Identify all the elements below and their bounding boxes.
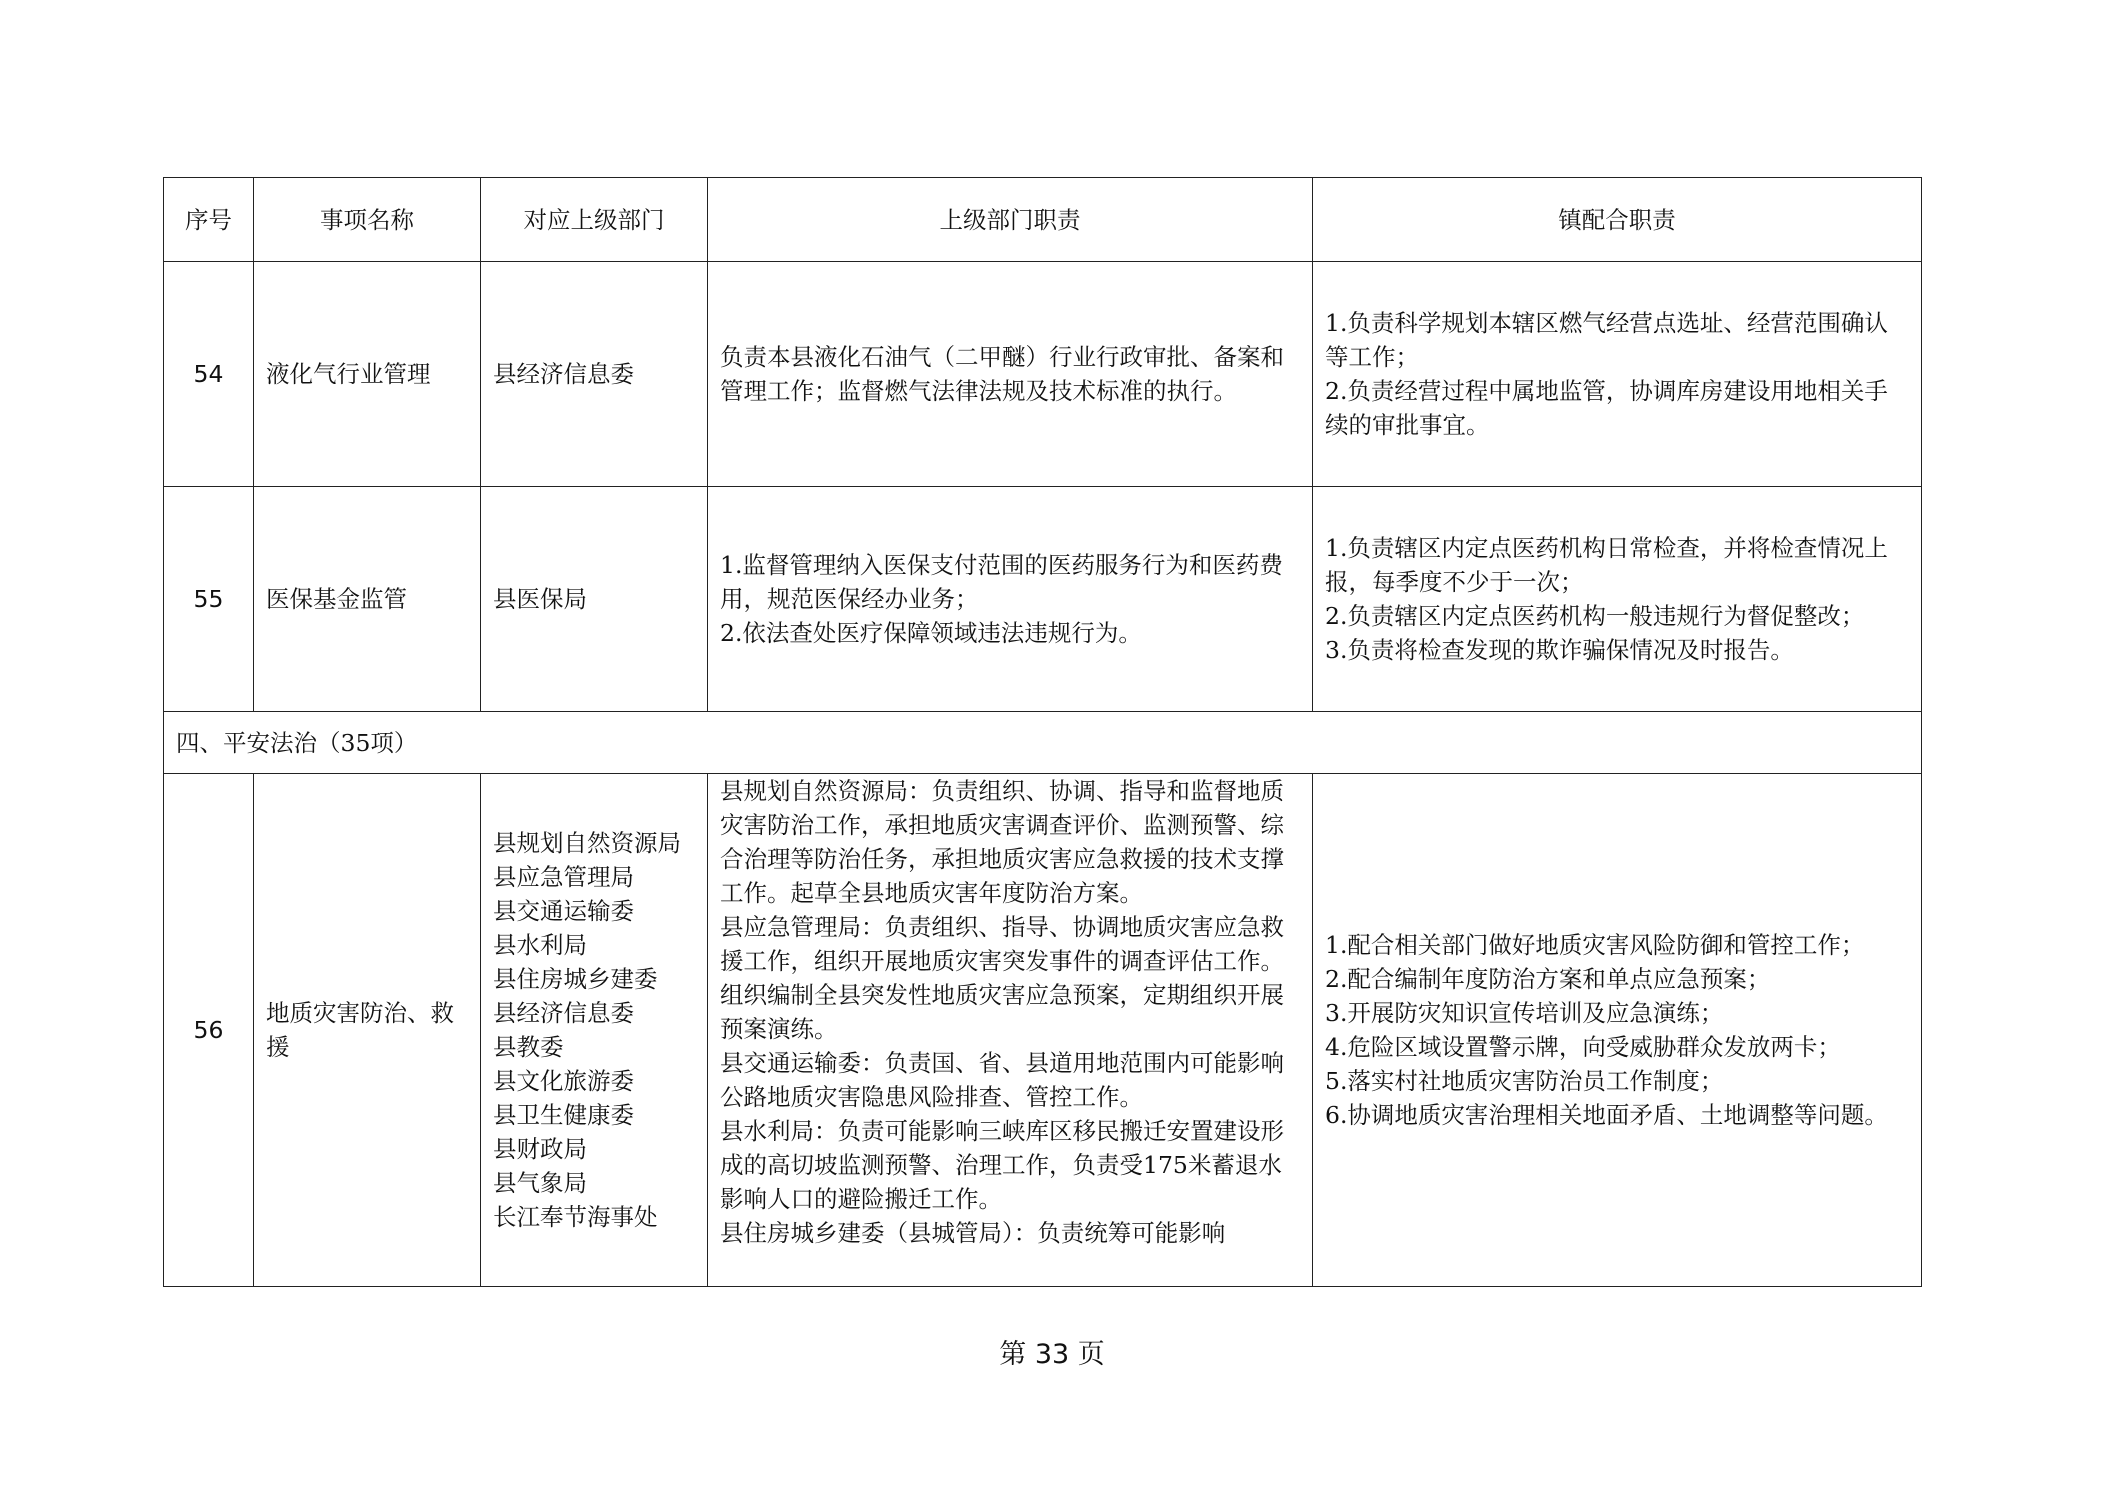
header-town-duty: 镇配合职责 — [1313, 178, 1922, 262]
upper-dept — [481, 487, 708, 712]
town-duty — [1313, 262, 1922, 487]
duty-line: 3.开展防灾知识宣传培训及应急演练； — [1325, 999, 1724, 1027]
town-duty — [1313, 774, 1922, 1287]
dept-line: 县应急管理局 — [493, 863, 634, 891]
upper-duty — [708, 487, 1313, 712]
row-number: 55 — [164, 487, 254, 712]
table-row — [164, 487, 1922, 712]
section-title: 四、平安法治（35项） — [164, 712, 1922, 774]
table-row — [164, 774, 1922, 1287]
dept-line: 长江奉节海事处 — [493, 1203, 658, 1231]
duty-line: 1.负责辖区内定点医药机构日常检查，并将检查情况上报，每季度不少于一次； — [1325, 534, 1888, 596]
duty-line: 县水利局：负责可能影响三峡库区移民搬迁安置建设形成的高切坡监测预警、治理工作，负责受175米蓄退水影响人口的避险搬迁工作。 — [720, 1117, 1284, 1213]
upper-dept — [481, 774, 708, 1287]
upper-duty — [708, 262, 1313, 487]
duty-line: 4.危险区域设置警示牌，向受威胁群众发放两卡； — [1325, 1033, 1841, 1061]
dept-line: 县经济信息委 — [493, 999, 634, 1027]
page-prefix: 第 — [999, 1339, 1027, 1370]
duty-line: 5.落实村社地质灾害防治员工作制度； — [1325, 1067, 1724, 1095]
dept-line: 县住房城乡建委 — [493, 965, 658, 993]
header-upper-dept: 对应上级部门 — [481, 178, 708, 262]
upper-duty — [708, 774, 1313, 1287]
dept-line: 县卫生健康委 — [493, 1101, 634, 1129]
page-number: 33 — [1034, 1339, 1070, 1370]
town-duty — [1313, 487, 1922, 712]
section-row — [164, 712, 1922, 774]
header-upper-duty: 上级部门职责 — [708, 178, 1313, 262]
row-number: 54 — [164, 262, 254, 487]
duty-line: 县交通运输委：负责国、省、县道用地范围内可能影响公路地质灾害隐患风险排查、管控工作。 — [720, 1049, 1284, 1111]
table-row — [164, 262, 1922, 487]
duty-line: 6.协调地质灾害治理相关地面矛盾、土地调整等问题。 — [1325, 1101, 1888, 1129]
dept-line: 县财政局 — [493, 1135, 587, 1163]
dept-line: 县水利局 — [493, 931, 587, 959]
item-name: 医保基金监管 — [254, 487, 481, 712]
page-footer — [0, 1332, 2104, 1371]
duty-line: 县住房城乡建委（县城管局）：负责统筹可能影响 — [720, 1219, 1226, 1247]
duty-line: 2.依法查处医疗保障领域违法违规行为。 — [720, 619, 1142, 647]
duty-line: 1.配合相关部门做好地质灾害风险防御和管控工作； — [1325, 931, 1865, 959]
duty-line: 2.负责辖区内定点医药机构一般违规行为督促整改； — [1325, 602, 1865, 630]
item-name: 液化气行业管理 — [254, 262, 481, 487]
duty-line: 负责本县液化石油气（二甲醚）行业行政审批、备案和管理工作；监督燃气法律法规及技术标准的执行。 — [720, 343, 1284, 405]
upper-dept — [481, 262, 708, 487]
upper-duty-clip — [720, 774, 1300, 1286]
dept-line: 县文化旅游委 — [493, 1067, 634, 1095]
row-number: 56 — [164, 774, 254, 1287]
duty-line: 2.负责经营过程中属地监管，协调库房建设用地相关手续的审批事宜。 — [1325, 377, 1888, 439]
dept-line: 县交通运输委 — [493, 897, 634, 925]
duty-line: 1.负责科学规划本辖区燃气经营点选址、经营范围确认等工作； — [1325, 309, 1888, 371]
table-header-row — [164, 178, 1922, 262]
dept-line: 县经济信息委 — [493, 360, 634, 388]
dept-line: 县医保局 — [493, 585, 587, 613]
duty-line: 1.监督管理纳入医保支付范围的医药服务行为和医药费用，规范医保经办业务； — [720, 551, 1283, 613]
duty-table — [163, 177, 1922, 1287]
header-serial: 序号 — [164, 178, 254, 262]
duty-line: 县应急管理局：负责组织、指导、协调地质灾害应急救援工作，组织开展地质灾害突发事件的调查评估工作。组织编制全县突发性地质灾害应急预案，定期组织开展预案演练。 — [720, 913, 1284, 1043]
dept-line: 县气象局 — [493, 1169, 587, 1197]
duty-line: 2.配合编制年度防治方案和单点应急预案； — [1325, 965, 1771, 993]
page-suffix: 页 — [1077, 1339, 1105, 1370]
item-name: 地质灾害防治、救援 — [254, 774, 481, 1287]
duty-line: 3.负责将检查发现的欺诈骗保情况及时报告。 — [1325, 636, 1794, 664]
duty-line: 县规划自然资源局：负责组织、协调、指导和监督地质灾害防治工作，承担地质灾害调查评价、监测预警、综合治理等防治任务，承担地质灾害应急救援的技术支撑工作。起草全县地质灾害年度防治方案。 — [720, 777, 1284, 907]
header-item-name: 事项名称 — [254, 178, 481, 262]
dept-line: 县教委 — [493, 1033, 564, 1061]
dept-line: 县规划自然资源局 — [493, 829, 681, 857]
